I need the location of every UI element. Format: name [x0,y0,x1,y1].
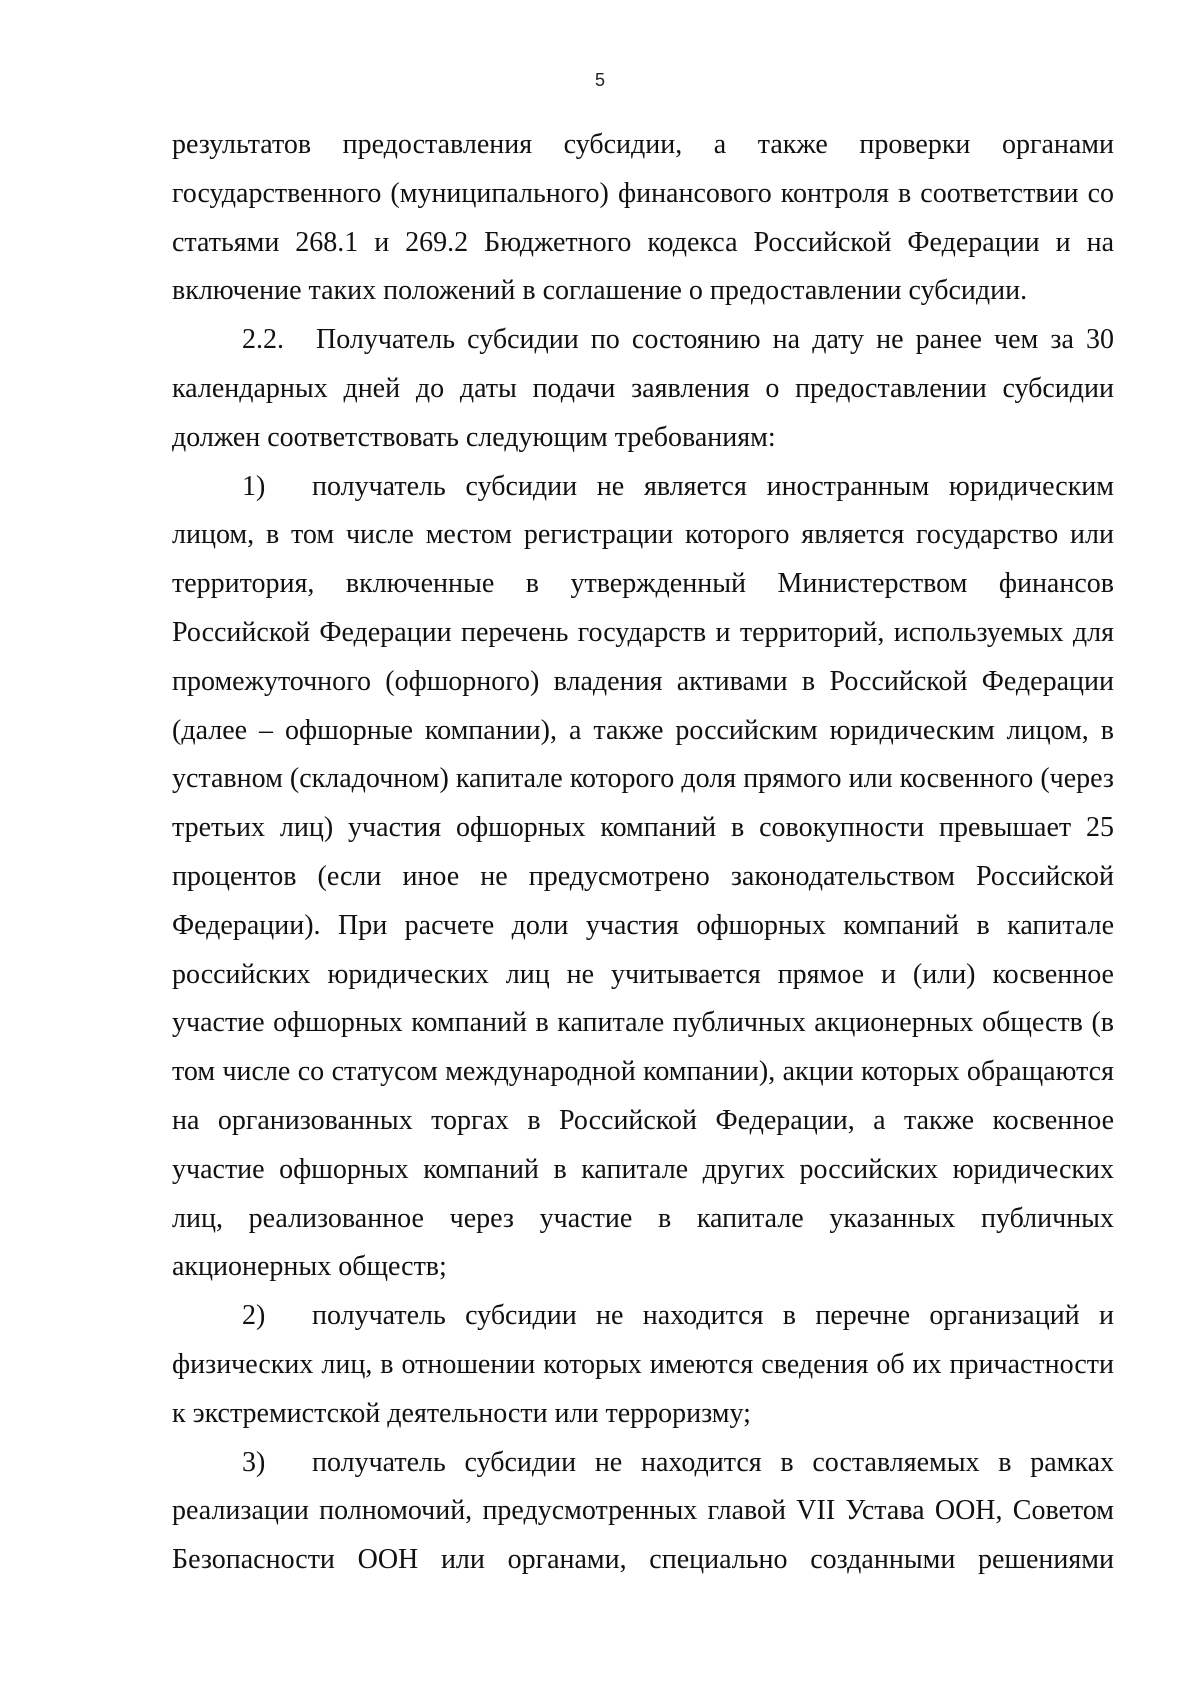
list-item-number: 2) [242,1300,266,1332]
page-number: 5 [594,70,605,90]
document-body [172,121,1114,1585]
list-item-1 [172,463,1114,1293]
clause-number: 2.2. [242,324,284,356]
paragraph-text: Получатель субсидии по состоянию на дату не ранее чем за 30 календарных дней до даты подачи заявления о предоставлении субсидии должен соответствовать следующим требованиям: [172,324,1114,453]
paragraph-continuation [172,121,1114,316]
list-item-number: 1) [242,470,266,502]
list-item-3 [172,1439,1114,1585]
list-item-number: 3) [242,1446,266,1478]
paragraph-2-2 [172,316,1114,462]
list-item-text: получатель субсидии не является иностранным юридическим лицом, в том числе местом регистрации которого является государство или территория, включенные в утвержденный Министерством финансов Российской Федерации перечень государств и территорий, используемых для промежуточного (офшорного) владения активами в Российской Федерации (далее – офшорные компании), а также российским юридическим лицом, в уставном (складочном) капитале которого доля прямого или косвенного (через третьих лиц) участия офшорных компаний в совокупности превышает 25 процентов (если иное не предусмотрено законодательством Российской Федерации). При расчете доли участия офшорных компаний в капитале российских юридических лиц не учитывается прямое и (или) косвенное участие офшорных компаний в капитале публичных акционерных обществ (в том числе со статусом международной компании), акции которых обращаются на организованных торгах в Российской Федерации, а также косвенное участие офшорных компаний в капитале других российских юридических лиц, реализованное через участие в капитале указанных публичных акционерных обществ; [172,470,1114,1283]
list-item-2 [172,1292,1114,1438]
list-item-text: получатель субсидии не находится в перечне организаций и физических лиц, в отношении которых имеются сведения об их причастности к экстремистской деятельности или терроризму; [172,1300,1114,1429]
paragraph-text: результатов предоставления субсидии, а также проверки органами государственного (муниципального) финансового контроля в соответствии со статьями 268.1 и 269.2 Бюджетного кодекса Российской Федерации и на включение таких положений в соглашение о предоставлении субсидии. [172,129,1114,307]
list-item-text: получатель субсидии не находится в составляемых в рамках реализации полномочий, предусмотренных главой VII Устава ООН, Советом Безопасности ООН или органами, специально созданными решениями [172,1446,1114,1576]
